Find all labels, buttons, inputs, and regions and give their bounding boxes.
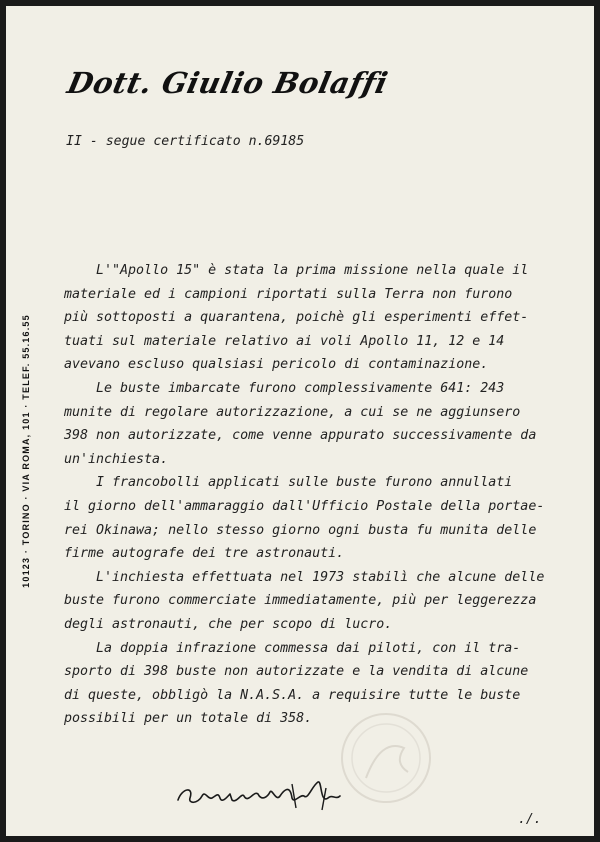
body-line: materiale ed i campioni riportati sulla Terra non furono [64,286,513,302]
body-line: L'"Apollo 15" è stata la prima missione nella quale il [64,263,529,278]
body-line: il giorno dell'ammaraggio dall'Ufficio Postale della portae- [64,498,545,514]
body-line: possibili per un totale di 358. [64,711,313,727]
body-line: di queste, obbligò la N.A.S.A. a requisire tutte le buste [64,687,521,703]
body-line: degli astronauti, che per scopo di lucro. [64,616,393,632]
body-line: La doppia infrazione commessa dai piloti, con il tra- [64,640,521,656]
signature [172,774,352,814]
body-line: firme autografe dei tre astronauti. [64,546,345,562]
body-line: L'inchiesta effettuata nel 1973 stabilì che alcune delle [64,569,545,585]
body-line: avevano escluso qualsiasi pericolo di contaminazione. [64,357,489,373]
letterhead-name: Dott. Giulio Bolaffi [64,66,392,100]
certificate-reference: II - segue certificato n.69185 [66,134,305,149]
body-line: buste furono commerciate immediatamente, più per leggerezza [64,593,537,609]
body-line: munite di regolare autorizzazione, a cui se ne aggiunsero [64,404,521,420]
letter-page [6,6,594,836]
body-line: un'inchiesta. [64,451,169,467]
letter-body [64,259,584,731]
page-continuation-mark: ./. [518,812,542,827]
body-line: Le buste imbarcate furono complessivamente 641: 243 [64,380,505,396]
body-line: tuati sul materiale relativo ai voli Apollo 11, 12 e 14 [64,333,505,349]
body-line: più sottoposti a quarantena, poichè gli esperimenti effet- [64,310,529,326]
body-line: rei Okinawa; nello stesso giorno ogni busta fu munita delle [64,522,537,538]
body-line: 398 non autorizzate, come venne appurato successivamente da [64,428,537,444]
side-address: 10123 · TORINO · VIA ROMA, 101 · TELEF. 55.16.55 [21,314,31,588]
body-line: sporto di 398 buste non autorizzate e la vendita di alcune [64,664,529,680]
body-line: I francobolli applicati sulle buste furono annullati [64,475,513,491]
